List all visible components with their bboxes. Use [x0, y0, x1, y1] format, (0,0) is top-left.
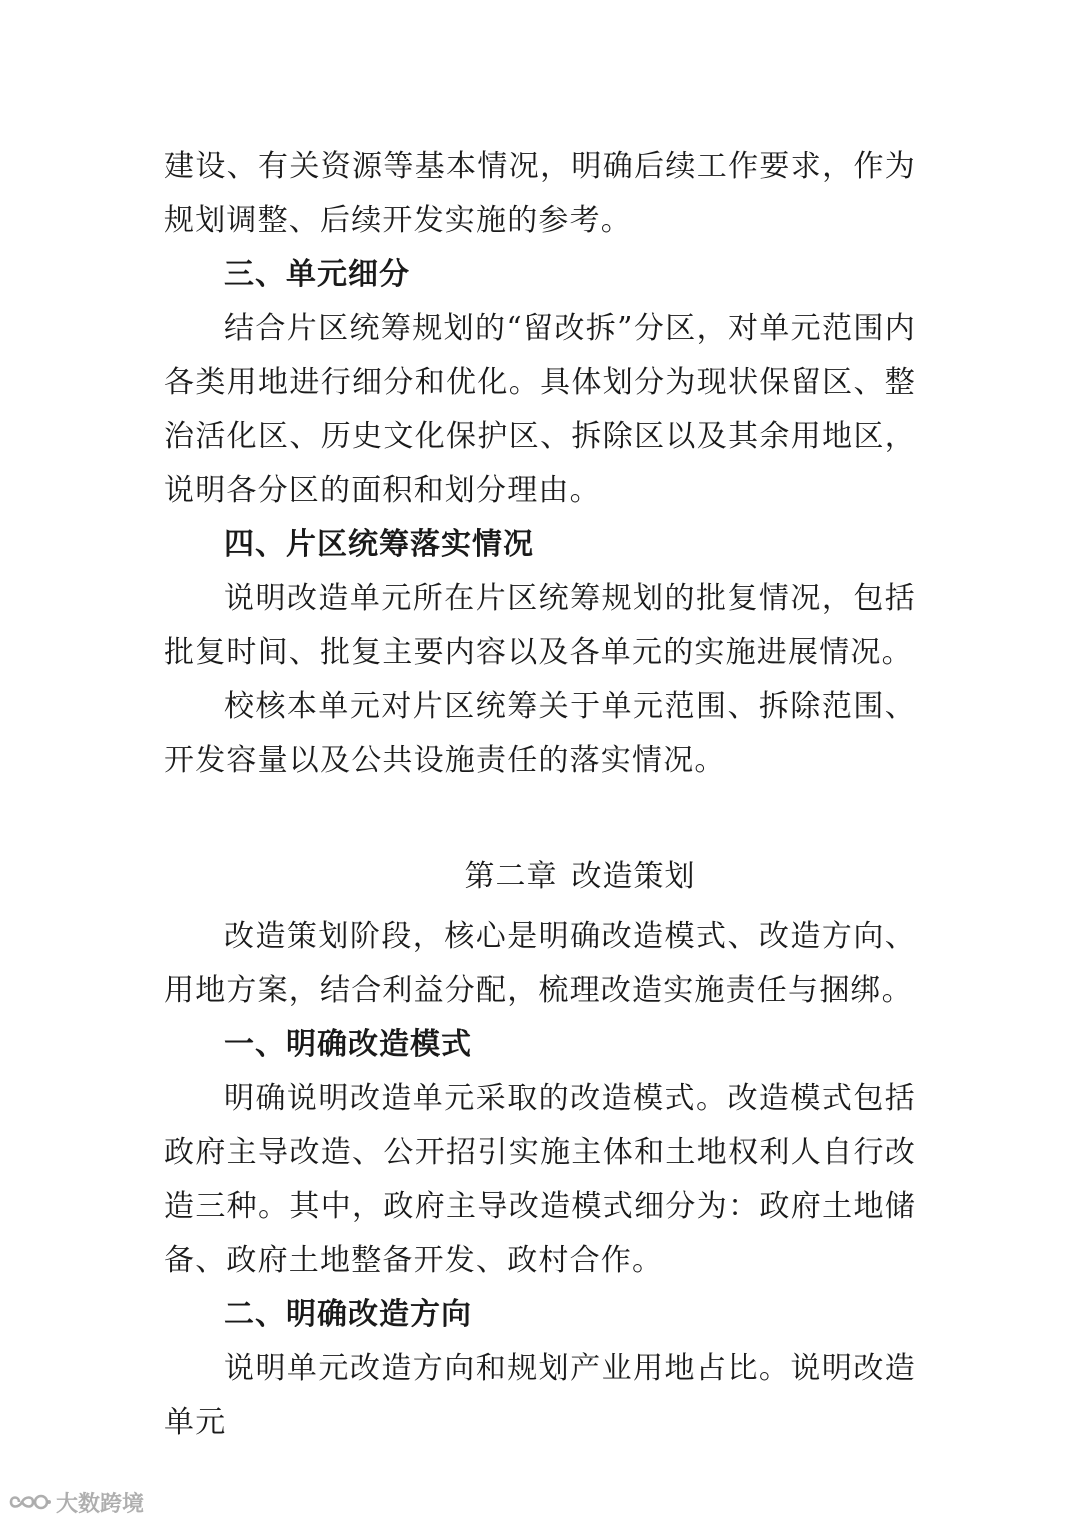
paragraph-direction: 说明单元改造方向和规划产业用地占比。说明改造单元: [164, 1351, 916, 1440]
section-heading-unit-subdivision: 三、单元细分: [224, 257, 410, 292]
paragraph-continued: 建设、有关资源等基本情况，明确后续工作要求，作为规划调整、后续开发实施的参考。: [164, 149, 916, 238]
paragraph-mode: 明确说明改造单元采取的改造模式。改造模式包括政府主导改造、公开招引实施主体和土地权利人自行改造三种。其中，政府主导改造模式细分为：政府土地储备、政府土地整备开发、政村合作。: [164, 1081, 916, 1278]
section-heading-direction: 二、明确改造方向: [224, 1297, 472, 1332]
section-heading-mode: 一、明确改造模式: [224, 1027, 472, 1062]
chapter-heading: [164, 850, 916, 904]
infinity-logo-icon: [8, 1490, 52, 1514]
chapter-title: 改造策划: [571, 859, 696, 894]
watermark: [8, 1486, 144, 1518]
document-body: [164, 140, 916, 1450]
paragraph-unit-subdivision: 结合片区统筹规划的“留改拆”分区，对单元范围内各类用地进行细分和优化。具体划分为现状保留区、整治活化区、历史文化保护区、拆除区以及其余用地区，说明各分区的面积和划分理由。: [164, 311, 916, 508]
watermark-text: 大数跨境: [56, 1491, 145, 1517]
paragraph-approval-status: 说明改造单元所在片区统筹规划的批复情况，包括批复时间、批复主要内容以及各单元的实施进展情况。: [164, 581, 916, 670]
chapter-number: 第二章: [464, 859, 558, 894]
section-heading-area-implementation: 四、片区统筹落实情况: [224, 527, 534, 562]
paragraph-planning-intro: 改造策划阶段，核心是明确改造模式、改造方向、用地方案，结合利益分配，梳理改造实施责任与捆绑。: [164, 919, 916, 1008]
paragraph-verification: 校核本单元对片区统筹关于单元范围、拆除范围、开发容量以及公共设施责任的落实情况。: [164, 689, 916, 778]
